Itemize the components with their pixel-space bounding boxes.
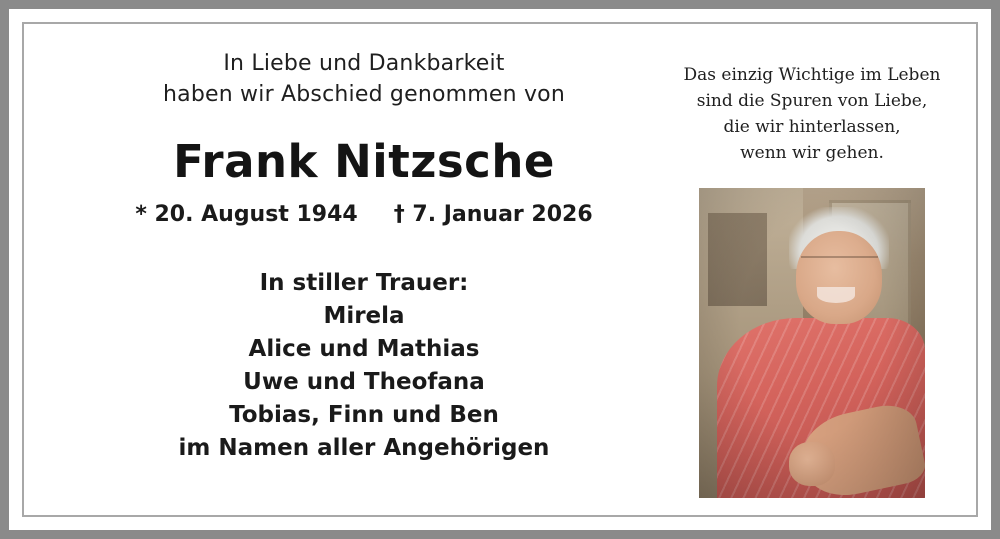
quote-line: die wir hinterlassen, [723,117,901,137]
obituary-content [24,24,976,515]
mourning-title: In stiller Trauer: [259,270,469,296]
quote-line: Das einzig Wichtige im Leben [683,65,941,85]
intro-line-2: haben wir Abschied genommen von [163,82,565,107]
mourner-line: Tobias, Finn und Ben [229,402,499,428]
obituary-card-inner-border [22,22,978,517]
intro-line-1: In Liebe und Dankbarkeit [223,51,505,76]
mourner-line: Mirela [323,303,405,329]
quote-line: wenn wir gehen. [740,143,884,163]
deceased-name: Frank Nitzsche [173,135,555,188]
quote-line: sind die Spuren von Liebe, [696,91,928,111]
memorial-quote [682,62,942,166]
photo-vignette [699,188,925,498]
mourner-line: im Namen aller Angehörigen [178,435,550,461]
obituary-side-column [682,62,942,498]
birth-date: * 20. August 1944 [135,202,358,227]
mourner-line: Alice und Mathias [248,336,480,362]
mourners-block [54,267,674,465]
obituary-main-text [54,48,674,465]
mourner-line: Uwe und Theofana [243,369,485,395]
portrait-photo [699,188,925,498]
life-dates [54,202,674,227]
death-date: † 7. Januar 2026 [393,202,593,227]
